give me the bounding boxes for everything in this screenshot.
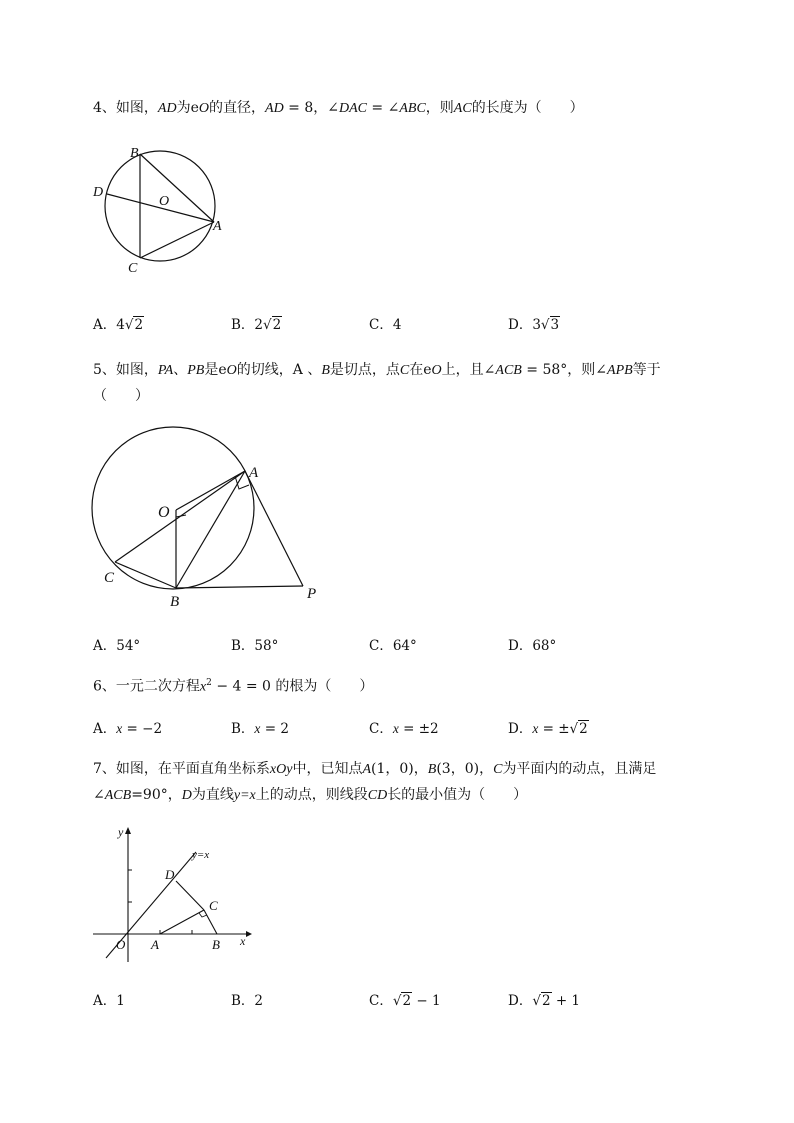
- q7-text: (1，0)，: [371, 761, 428, 777]
- q4-option-d-radicand: 3: [550, 317, 560, 333]
- sqrt-icon: √: [392, 993, 402, 1009]
- q4-option-b-coef: 2: [254, 317, 264, 333]
- q5-text: 是切点，点: [329, 362, 400, 378]
- q6-var-x: x: [199, 679, 207, 695]
- q7-option-d-radicand: 2: [541, 993, 551, 1009]
- q6-option-d-var: x: [532, 721, 539, 736]
- q7-option-d-tail: + 1: [551, 993, 581, 1009]
- q4-option-d[interactable]: [508, 313, 560, 333]
- q7-label-y: y: [118, 825, 124, 839]
- q7-text: 为直线: [191, 787, 234, 803]
- question-7-stem-line2: [93, 783, 733, 808]
- sqrt-icon: √: [124, 317, 134, 333]
- q4-option-d-letter: D．: [508, 317, 533, 333]
- q7-text: 中，已知点: [292, 761, 363, 777]
- question-5-stem: [93, 358, 733, 383]
- q6-option-c-var: x: [392, 721, 399, 736]
- q7-option-c[interactable]: [369, 989, 441, 1009]
- q6-text: − 4 = 0 的根为（ ）: [211, 678, 374, 695]
- q6-option-b[interactable]: [231, 717, 289, 737]
- q7-text: (3，0)，: [436, 761, 494, 777]
- q4-option-a-radicand: 2: [134, 317, 144, 333]
- q7-var-c: C: [493, 762, 503, 777]
- q7-text: 7、如图，在平面直角坐标系: [93, 761, 270, 777]
- sqrt-icon: √: [263, 317, 272, 333]
- q4-label-b: B: [130, 146, 139, 161]
- q7-label-o: O: [116, 937, 126, 952]
- q4-var-ac: AC: [453, 101, 472, 116]
- q4-label-d: D: [93, 185, 104, 200]
- q6-option-b-var: x: [254, 721, 261, 736]
- q4-text: 为: [176, 100, 191, 116]
- q7-label-b: B: [212, 937, 220, 952]
- q4-text: 4、如图，: [93, 100, 158, 116]
- q7-var-acb: ACB: [104, 788, 132, 803]
- q4-option-d-coef: 3: [532, 317, 541, 333]
- q5-var-b: B: [321, 363, 330, 378]
- q6-text: 6、一元二次方程: [93, 678, 200, 695]
- question-4-stem: [93, 96, 733, 121]
- q5-option-d[interactable]: D．68°: [508, 638, 557, 654]
- q5-text: 、: [173, 362, 188, 378]
- q7-option-b[interactable]: B．2: [231, 993, 264, 1009]
- q5-var-pb: PB: [187, 363, 205, 378]
- q7-segment-cb: [204, 910, 217, 934]
- q5-option-a[interactable]: A．54°: [93, 638, 141, 654]
- q4-option-a[interactable]: [93, 313, 144, 333]
- q4-text: = ∠: [366, 100, 400, 116]
- q6-option-d-letter: D．: [508, 721, 533, 737]
- q6-option-b-letter: B．: [231, 721, 255, 737]
- q5-circle-symbol: e: [423, 362, 432, 378]
- q5-figure: [88, 420, 338, 610]
- q5-text: 在: [409, 362, 424, 378]
- q5-var-pa: PA: [157, 363, 174, 378]
- q6-option-a-letter: A．: [93, 721, 117, 737]
- q7-segment-ac: [160, 910, 204, 934]
- q7-label-a: A: [151, 937, 159, 952]
- q7-y-axis-arrow-icon: [125, 827, 131, 834]
- q6-option-c-value: = ±2: [398, 721, 439, 737]
- q5-text: 上，且∠: [441, 362, 496, 378]
- sqrt-icon: √: [540, 317, 550, 333]
- q4-option-a-coef: 4: [116, 317, 125, 333]
- q4-text: 的长度为（ ）: [471, 100, 584, 116]
- q7-option-c-tail: − 1: [412, 993, 441, 1009]
- question-6-stem: [93, 671, 733, 700]
- q4-circle-symbol: e: [190, 100, 199, 116]
- q5-label-c: C: [104, 570, 115, 586]
- q4-var-ad: AD: [265, 101, 284, 116]
- q5-tangent-pa: [245, 471, 303, 586]
- q5-label-b: B: [170, 594, 180, 610]
- q7-label-x: x: [240, 934, 246, 948]
- q4-option-b-radicand: 2: [272, 317, 282, 333]
- q7-var-b: B: [427, 762, 437, 777]
- q7-option-c-letter: C．: [369, 993, 393, 1009]
- q4-var-ad: AD: [157, 101, 177, 116]
- q4-text: 的直径，: [209, 100, 266, 116]
- q6-option-d-radicand: 2: [579, 721, 588, 737]
- q6-option-c[interactable]: [369, 717, 439, 737]
- q4-label-a: A: [213, 219, 222, 234]
- q5-var-c: C: [399, 363, 410, 378]
- q7-label-c: C: [209, 898, 218, 913]
- q4-var-dac: DAC: [338, 101, 367, 116]
- sqrt-icon: √: [569, 721, 579, 737]
- q4-option-b-letter: B．: [231, 317, 255, 333]
- q5-label-a: A: [249, 465, 259, 481]
- q7-option-c-radicand: 2: [402, 993, 412, 1009]
- question-7-stem: [93, 757, 733, 782]
- q5-radius-oa: [176, 471, 245, 510]
- q4-var-abc: ABC: [399, 101, 426, 116]
- q7-text: ∠: [93, 787, 105, 803]
- q5-chord-ab: [176, 471, 245, 588]
- q7-var-xoy: xOy: [269, 762, 293, 777]
- question-5-stem-line2: （ ）: [93, 388, 149, 404]
- q6-option-d-value: = ±: [538, 721, 570, 737]
- q5-text: 的切线，A 、: [236, 362, 322, 378]
- q5-text: 是: [204, 362, 219, 378]
- q4-var-o: O: [198, 101, 210, 116]
- q7-var-cd: CD: [367, 788, 388, 803]
- q5-var-o: O: [431, 363, 442, 378]
- q5-option-c[interactable]: C．64°: [369, 638, 417, 654]
- q4-label-o: O: [159, 194, 170, 209]
- q7-label-yx: y=x: [192, 849, 210, 861]
- q5-label-o: O: [158, 504, 170, 521]
- q7-option-a[interactable]: A．1: [93, 993, 125, 1009]
- q7-label-d: D: [165, 867, 175, 882]
- q7-var-yx: y=x: [233, 788, 256, 803]
- q5-right-angle-mark-a: [235, 476, 249, 489]
- q7-text: 长的最小值为（ ）: [387, 787, 528, 803]
- q6-option-d[interactable]: [508, 717, 589, 737]
- q6-exponent: 2: [206, 678, 212, 688]
- q7-var-a: A: [362, 762, 372, 777]
- q5-var-apb: APB: [607, 363, 633, 378]
- q5-label-p: P: [307, 586, 317, 602]
- q7-text: 为平面内的动点，且满足: [502, 761, 657, 777]
- q7-figure: [88, 822, 258, 967]
- q5-text: 等于: [632, 362, 661, 378]
- q7-var-d: D: [181, 788, 192, 803]
- q5-text: 5、如图，: [93, 362, 158, 378]
- q4-text: = 8，∠: [283, 100, 339, 116]
- q5-circle-symbol: e: [218, 362, 227, 378]
- q4-figure: [85, 140, 235, 280]
- q4-option-c-letter: C．: [369, 317, 393, 333]
- q6-option-c-letter: C．: [369, 721, 393, 737]
- q4-option-c[interactable]: [369, 313, 401, 333]
- q5-var-o: O: [226, 363, 237, 378]
- sqrt-icon: √: [532, 993, 541, 1009]
- q7-option-d[interactable]: [508, 989, 580, 1009]
- q7-option-d-letter: D．: [508, 993, 533, 1009]
- q5-text: = 58°，则∠: [521, 362, 608, 378]
- q7-text: =90°，: [131, 787, 182, 803]
- q5-var-acb: ACB: [495, 363, 522, 378]
- q4-text: ，则: [425, 100, 454, 116]
- q7-segment-dc: [176, 881, 204, 910]
- q7-x-axis-arrow-icon: [246, 931, 252, 937]
- q4-label-c: C: [128, 261, 138, 276]
- q6-option-a-value: = −2: [122, 721, 163, 737]
- q4-option-c-value: 4: [392, 317, 402, 333]
- q4-option-a-letter: A．: [93, 317, 117, 333]
- q5-option-b[interactable]: B．58°: [231, 638, 279, 654]
- q5-circle: [92, 427, 254, 589]
- q7-text: 上的动点，则线段: [255, 787, 368, 803]
- q6-option-b-value: = 2: [260, 721, 289, 737]
- q4-option-b[interactable]: [231, 313, 282, 333]
- q6-option-a-var: x: [116, 721, 123, 736]
- q6-option-a[interactable]: [93, 717, 162, 737]
